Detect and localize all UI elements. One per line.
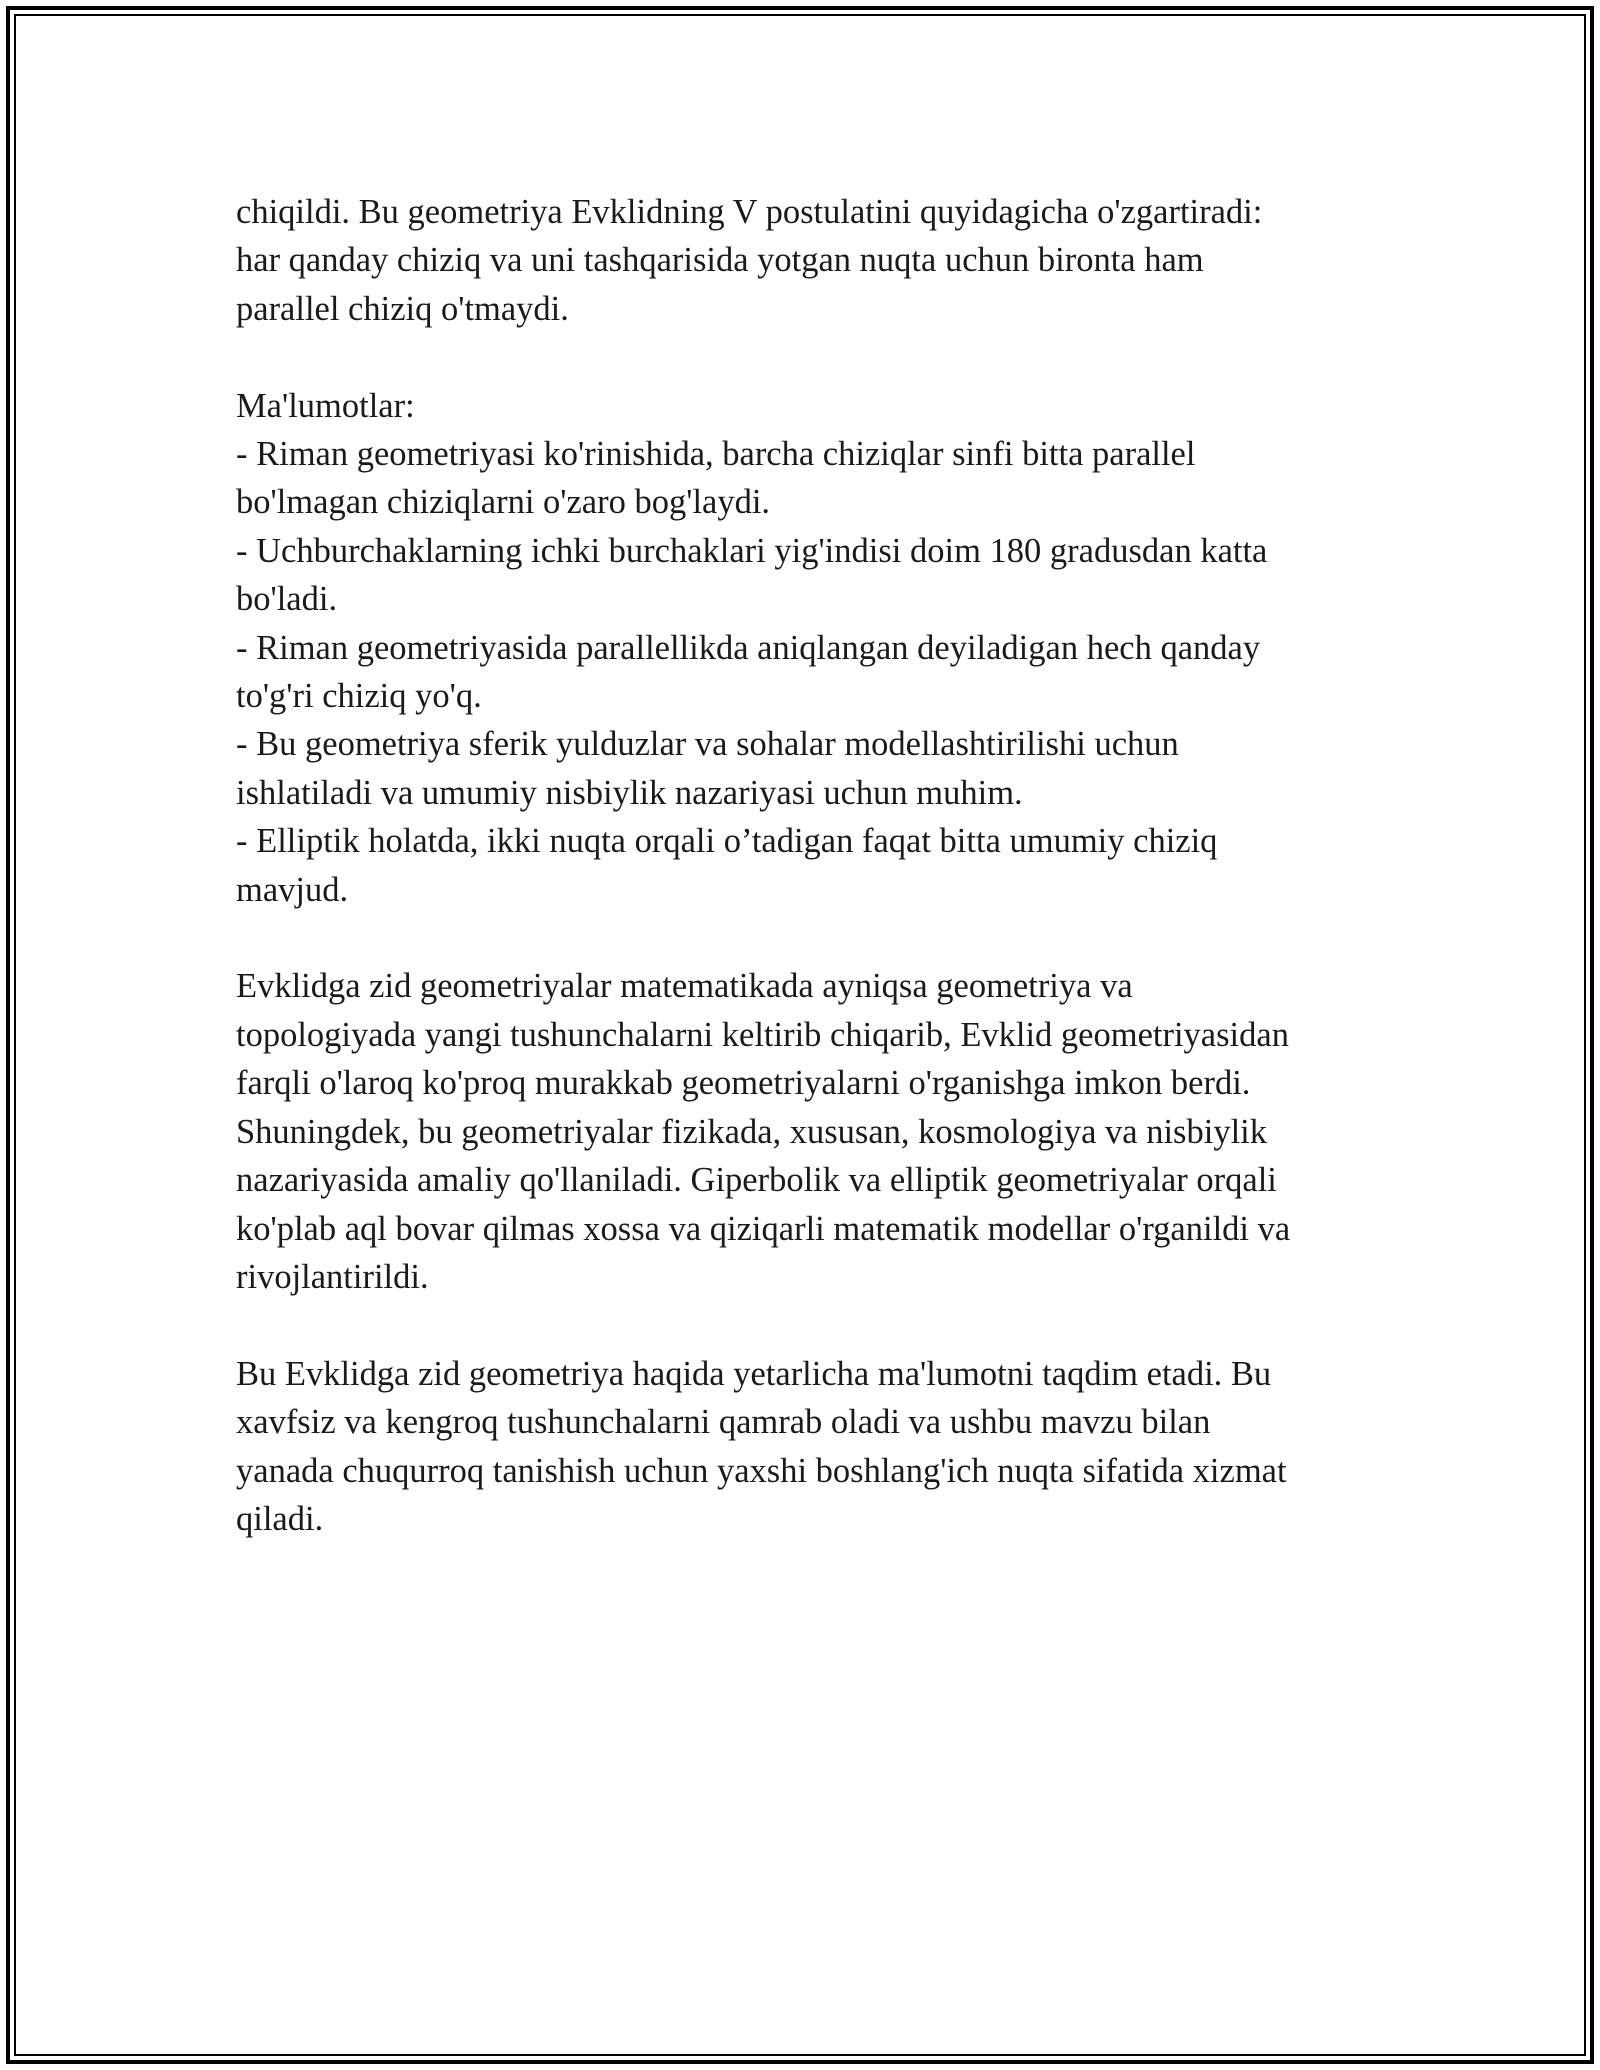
paragraph (236, 1350, 1366, 1544)
text-line: ishlatiladi va umumiy nisbiylik nazariyasi uchun muhim. (236, 773, 1023, 812)
text-line: - Uchburchaklarning ichki burchaklari yig'indisi doim 180 gradusdan katta (236, 531, 1268, 570)
text-line: ko'plab aql bovar qilmas xossa va qiziqarli matematik modellar o'rganildi va (236, 1209, 1291, 1248)
text-line: bo'lmagan chiziqlarni o'zaro bog'laydi. (236, 483, 771, 522)
paragraph-gap (236, 914, 1366, 962)
text-line: nazariyasida amaliy qo'llaniladi. Giperbolik va elliptik geometriyalar orqali (236, 1161, 1277, 1200)
paragraph-gap (236, 333, 1366, 381)
list-item (236, 817, 1366, 914)
text-line: rivojlantirildi. (236, 1257, 429, 1296)
list-item (236, 720, 1366, 817)
text-line: har qanday chiziq va uni tashqarisida yotgan nuqta uchun bironta ham (236, 241, 1204, 280)
text-line: chiqildi. Bu geometriya Evklidning V postulatini quyidagicha o'zgartiradi: (236, 193, 1263, 231)
section-heading: Ma'lumotlar: (236, 386, 415, 425)
list-item (236, 624, 1366, 721)
text-line: topologiyada yangi tushunchalarni keltirib chiqarib, Evklid geometriyasidan (236, 1015, 1289, 1054)
text-line: xavfsiz va kengroq tushunchalarni qamrab oladi va ushbu mavzu bilan (236, 1403, 1211, 1442)
paragraph-continuation (236, 188, 1366, 333)
text-line: Bu Evklidga zid geometriya haqida yetarlicha ma'lumotni taqdim etadi. Bu (236, 1354, 1272, 1393)
list-item (236, 430, 1366, 527)
document-body (236, 188, 1366, 1543)
text-line: - Riman geometriyasida parallellikda aniqlangan deyiladigan hech qanday (236, 628, 1261, 667)
text-line: parallel chiziq o'tmaydi. (236, 289, 569, 328)
paragraph-gap (236, 1301, 1366, 1349)
paragraph (236, 962, 1366, 1301)
text-line: Evklidga zid geometriyalar matematikada ayniqsa geometriya va (236, 967, 1133, 1006)
text-line: - Bu geometriya sferik yulduzlar va sohalar modellashtirilishi uchun (236, 725, 1179, 764)
text-line: - Elliptik holatda, ikki nuqta orqali o’tadigan faqat bitta umumiy chiziq (236, 822, 1218, 861)
text-line: bo'ladi. (236, 580, 338, 619)
text-line: qiladi. (236, 1499, 324, 1538)
text-line: mavjud. (236, 870, 349, 909)
text-line: farqli o'laroq ko'proq murakkab geometriyalarni o'rganishga imkon berdi. (236, 1064, 1251, 1103)
text-line: yanada chuqurroq tanishish uchun yaxshi boshlang'ich nuqta sifatida xizmat (236, 1451, 1287, 1490)
text-line: Shuningdek, bu geometriyalar fizikada, xususan, kosmologiya va nisbiylik (236, 1112, 1267, 1151)
text-line: - Riman geometriyasi ko'rinishida, barcha chiziqlar sinfi bitta parallel (236, 435, 1196, 474)
text-line: to'g'ri chiziq yo'q. (236, 677, 482, 716)
list-item (236, 527, 1366, 624)
data-section (236, 382, 1366, 914)
